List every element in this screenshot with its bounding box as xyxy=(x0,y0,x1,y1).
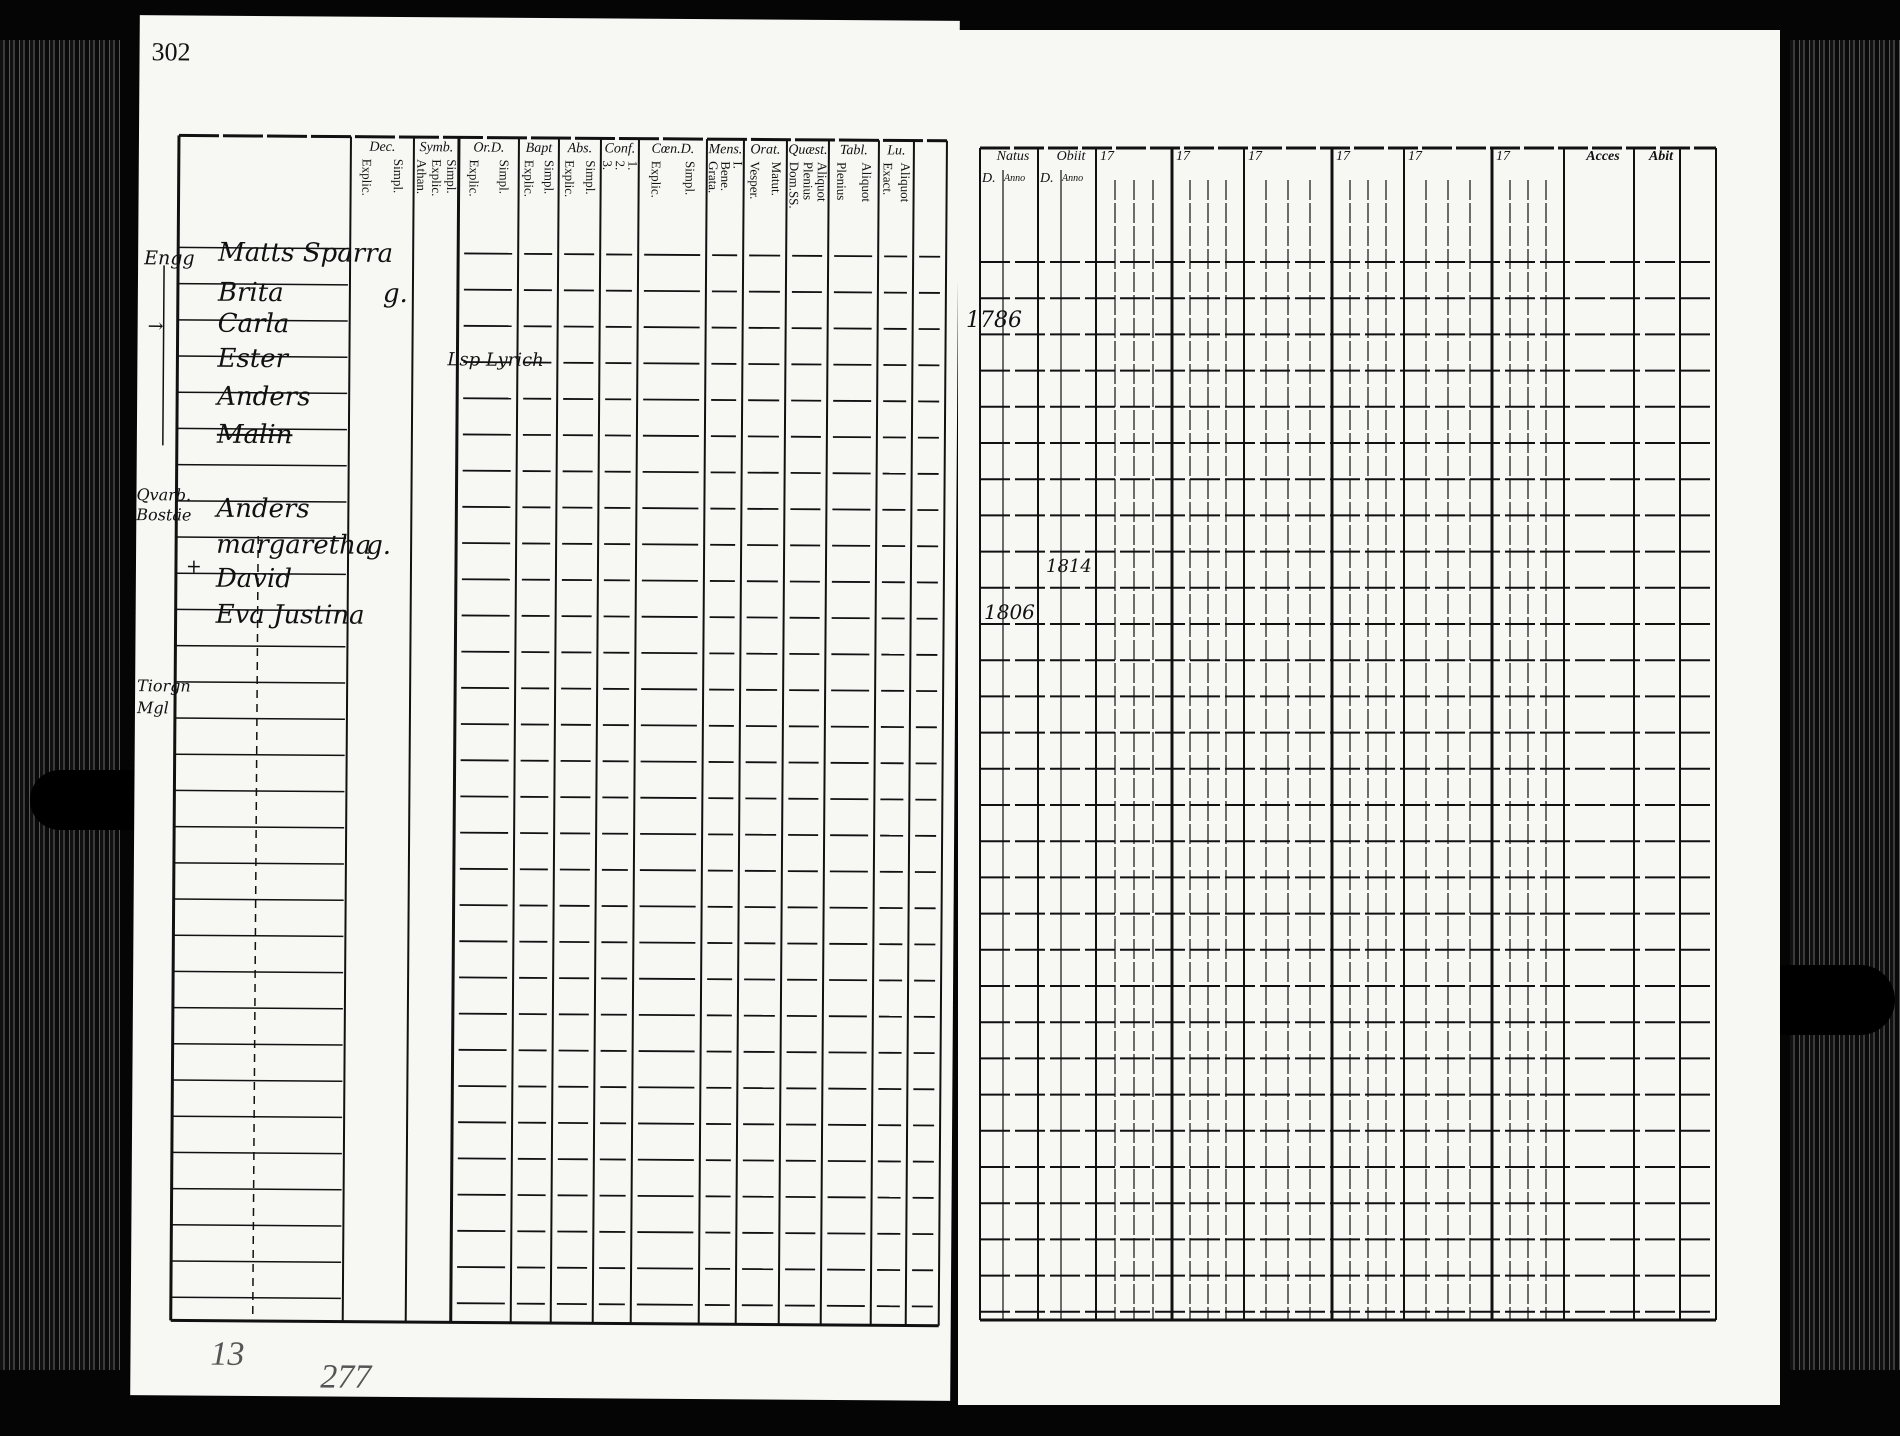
name-suffix: g. xyxy=(382,278,408,310)
name-row-rule xyxy=(172,1116,342,1117)
column-header: Quæst. xyxy=(788,142,828,158)
column-subheader: Bene. xyxy=(718,161,734,192)
right-column-header: 17 xyxy=(1176,149,1190,164)
column-header: Conf. xyxy=(604,141,636,157)
column-header: Mens. xyxy=(708,142,743,158)
name-row-rule xyxy=(175,754,345,755)
ledger-column-rule xyxy=(171,135,179,1320)
ledger-column-rule xyxy=(406,137,414,1322)
margin-note-qvarb: Qvarb. Bostäe xyxy=(136,485,192,525)
column-header: Lu. xyxy=(887,143,906,159)
name-entry: margaretha xyxy=(216,529,372,561)
right-subheader: D. xyxy=(1040,171,1054,186)
name-suffix: g. xyxy=(366,530,392,561)
page-number: 302 xyxy=(151,37,191,67)
name-row-rule xyxy=(175,718,345,719)
column-subheader: 1. xyxy=(625,160,641,171)
name-row-rule xyxy=(172,1080,342,1081)
book-edge-right xyxy=(1790,40,1900,1370)
column-header: Tabl. xyxy=(839,143,868,159)
right-column-header: Natus xyxy=(996,149,1030,164)
ledger-bottom-rule xyxy=(171,1320,939,1325)
stamp-number-1: 13 xyxy=(210,1335,245,1373)
column-subheader: Explic. xyxy=(359,158,375,196)
name-column-rule xyxy=(253,536,258,1321)
right-subheader: Anno xyxy=(1004,173,1026,184)
right-column-header: 17 xyxy=(1100,149,1114,164)
column-subheader: Matut. xyxy=(768,161,785,196)
name-entry: Malin xyxy=(216,419,293,451)
column-header: Symb. xyxy=(419,140,454,156)
column-subheader: I. xyxy=(730,161,746,169)
left-page xyxy=(130,15,960,1401)
column-header: Orat. xyxy=(750,142,781,158)
right-ledger-grid xyxy=(958,30,1780,1405)
margin-note-tiorgn: Tiorgn Mgl xyxy=(136,676,191,718)
column-subheader: Simpl. xyxy=(682,160,698,196)
symb-entry: Lsp Lyrich xyxy=(447,349,544,371)
name-row-rule xyxy=(174,899,344,900)
ledger-column-rule xyxy=(631,139,639,1324)
name-row-rule xyxy=(175,646,345,647)
ledger-column-rule xyxy=(593,138,601,1323)
right-subheader: D. xyxy=(982,171,996,186)
stamp-number-2: 277 xyxy=(320,1358,372,1396)
column-subheader: Exact. xyxy=(880,162,896,196)
name-row-rule xyxy=(171,1225,341,1226)
left-ledger-grid xyxy=(130,15,960,1401)
column-subheader: Explic. xyxy=(466,159,482,197)
book-edge-left xyxy=(0,40,120,1370)
column-subheader: Aliquot xyxy=(897,162,914,203)
name-row-rule xyxy=(173,935,343,936)
ledger-column-rule xyxy=(821,140,829,1325)
column-subheader: Simpl. xyxy=(444,159,460,194)
margin-cross: + xyxy=(185,555,202,578)
column-subheader: Vesper. xyxy=(747,161,763,200)
ledger-column-rule xyxy=(736,139,744,1324)
column-subheader: Aliquot xyxy=(859,162,875,203)
column-subheader: Explic. xyxy=(562,160,578,198)
column-subheader: Plenius xyxy=(834,162,850,201)
right-page xyxy=(958,30,1780,1405)
name-row-rule xyxy=(174,827,344,828)
name-row-rule xyxy=(171,1297,341,1298)
name-entry: Matts Sparra xyxy=(218,237,394,269)
column-header: Dec. xyxy=(369,139,396,155)
right-column-header: 17 xyxy=(1408,149,1422,164)
column-subheader: 3. xyxy=(600,160,616,171)
right-column-header: 17 xyxy=(1496,149,1510,164)
column-subheader: Dom.SS. xyxy=(786,161,802,209)
right-subheader: Anno xyxy=(1062,173,1084,184)
ledger-column-rule xyxy=(343,137,351,1322)
name-row-rule xyxy=(172,1189,342,1190)
ledger-column-rule xyxy=(871,140,879,1325)
column-subheader: Plenius xyxy=(800,161,816,201)
column-subheader: Grata. xyxy=(705,161,721,194)
name-entry: Brita xyxy=(217,277,284,309)
ledger-column-rule xyxy=(906,141,914,1326)
right-column-header: Abit xyxy=(1648,149,1674,164)
column-subheader: Aliquot xyxy=(814,161,830,202)
right-column-header: 17 xyxy=(1336,149,1350,164)
name-row-rule xyxy=(174,790,344,791)
column-subheader: 2. xyxy=(612,160,628,171)
name-row-rule xyxy=(174,863,344,864)
column-header: Bapt xyxy=(525,140,553,157)
margin-brace xyxy=(163,265,164,445)
name-row-rule xyxy=(175,682,345,683)
name-entry: Carla xyxy=(217,308,290,340)
column-header: Or.D. xyxy=(473,140,505,156)
ledger-column-rule xyxy=(699,139,707,1324)
name-entry: Anders xyxy=(217,381,311,413)
name-row-rule xyxy=(173,971,343,972)
column-subheader: Explic. xyxy=(648,160,664,199)
column-header: Abs. xyxy=(567,141,593,157)
name-entry: Anders xyxy=(216,493,310,525)
ledger-column-rule xyxy=(551,138,559,1323)
ledger-column-rule xyxy=(779,140,787,1325)
right-column-header: Obiit xyxy=(1056,149,1086,164)
name-entry: Ester xyxy=(217,343,289,375)
column-subheader: Explic. xyxy=(429,159,445,197)
natus-year-entry: 1806 xyxy=(984,600,1035,624)
ledger-column-rule xyxy=(451,137,459,1322)
margin-note-engg: Engg xyxy=(144,247,195,270)
margin-arrow: → xyxy=(147,315,164,338)
right-column-header: Acces xyxy=(1586,149,1620,164)
name-row-rule xyxy=(171,1261,341,1262)
ledger-column-rule xyxy=(511,138,519,1323)
name-row-rule xyxy=(173,1008,343,1009)
column-subheader: Simpl. xyxy=(541,159,557,195)
name-row-rule xyxy=(177,465,347,466)
obiit-year-entry: 1814 xyxy=(1046,556,1092,577)
name-row-rule xyxy=(173,1044,343,1045)
column-subheader: Simpl. xyxy=(390,158,407,194)
name-entry: Eva Justina xyxy=(215,599,365,631)
name-row-rule xyxy=(172,1152,342,1153)
natus-year-entry: 1786 xyxy=(966,308,1022,333)
column-subheader: Simpl. xyxy=(496,159,512,195)
column-subheader: Simpl. xyxy=(583,160,599,195)
column-subheader: Athan. xyxy=(414,159,430,195)
right-column-header: 17 xyxy=(1248,149,1262,164)
ledger-column-rule xyxy=(939,141,947,1326)
column-header: Cœn.D. xyxy=(651,141,695,158)
name-entry: David xyxy=(215,563,292,595)
ledger-top-rule xyxy=(179,135,947,140)
column-subheader: Explic. xyxy=(521,159,537,198)
